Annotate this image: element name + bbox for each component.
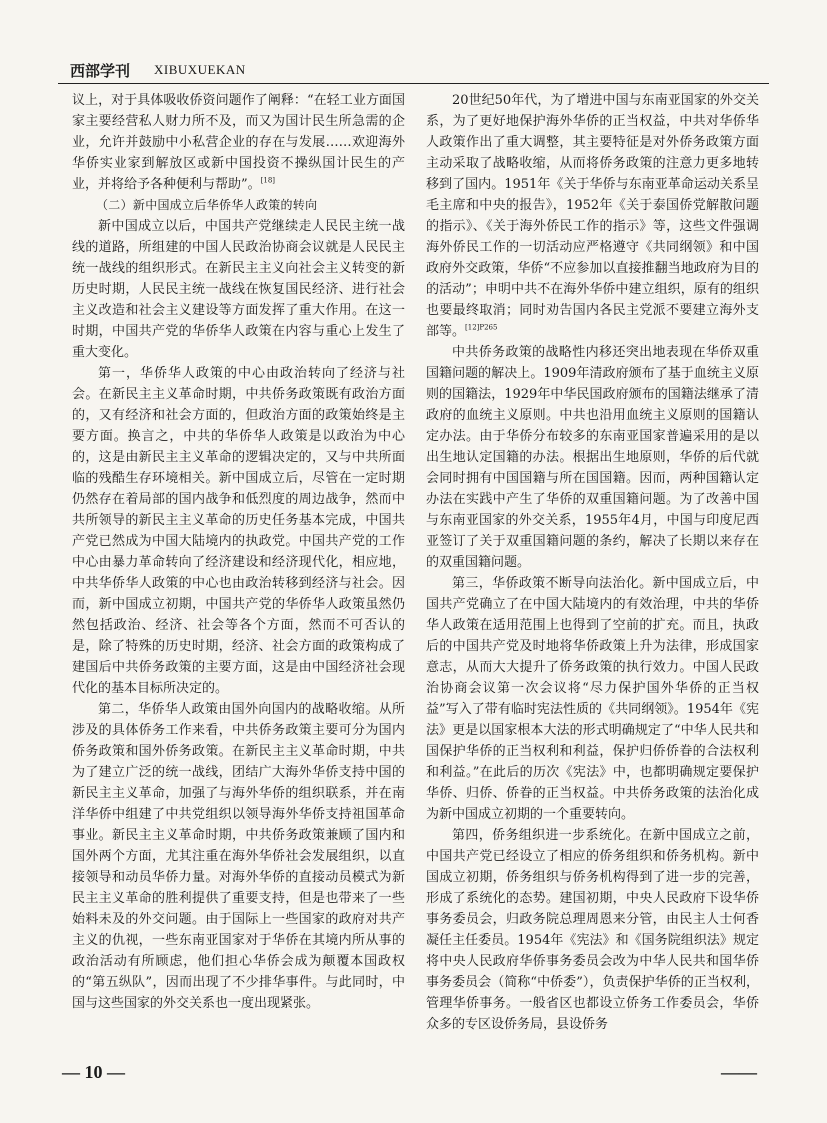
header-rule [58,83,769,84]
paragraph: 第二，华侨华人政策由国外向国内的战略收缩。从所涉及的具体侨务工作来看，中共侨务政策主要可分为国内侨务政策和国外侨务政策。在新民主主义革命时期，中共为了建立广泛的统一战线，团结广大海外华侨支持中国的新民主主义革命，加强了与海外华侨的组织联系，并在南洋华侨中组建了中共党组织以领导海外华侨支持祖国革命事业。新民主主义革命时期，中共侨务政策兼顾了国内和国外两个方面，尤其注重在海外华侨社会发展组织，以直接领导和动员华侨力量。对海外华侨的直接动员模式为新民主主义革命的胜利提供了重要支持，但是也带来了一些始料未及的外交问题。由于国际上一些国家的政府对共产主义的仇视，一些东南亚国家对于华侨在其境内所从事的政治活动有所顾虑，他们担心华侨会成为颠覆本国政权的“第五纵队”，因而出现了不少排华事件。与此同时，中国与这些国家的外交关系也一度出现紧张。 [72,702,405,1011]
journal-title-en: XIBUXUEKAN [154,62,246,77]
paragraph: 第四，侨务组织进一步系统化。在新中国成立之前，中国共产党已经设立了相应的侨务组织和侨务机构。新中国成立初期，侨务组织与侨务机构得到了进一步的完善，形成了系统化的态势。建国初期，中央人民政府下设华侨事务委员会，归政务院总理周恩来分管，由民主人士何香凝任主任委员。1954年《宪法》和《国务院组织法》规定将中央人民政府华侨事务委员会改为中华人民共和国华侨事务委员会（简称“中侨委”），负责保护华侨的正当权利，管理华侨事务。一般省区也都设立侨务工作委员会，华侨众多的专区设侨务局，县设侨务 [426,828,759,1032]
paragraph [426,90,759,342]
paragraph: 中共侨务政策的战略性内移还突出地表现在华侨双重国籍问题的解决上。1909年清政府颁布了基于血统主义原则的国籍法，1929年中华民国政府颁布的国籍法继承了清政府的血统主义原则。中共也沿用血统主义原则的国籍认定办法。由于华侨分布较多的东南亚国家普遍采用的是以出生地认定国籍的办法。根据出生地原则，华侨的后代就会同时拥有中国国籍与所在国国籍。因而，两种国籍认定办法在实践中产生了华侨的双重国籍问题。为了改善中国与东南亚国家的外交关系，1955年4月，中国与印度尼西亚签订了关于双重国籍问题的条约，解决了长期以来存在的双重国籍问题。 [426,345,759,570]
paragraph: 第三，华侨政策不断导向法治化。新中国成立后，中国共产党确立了在中国大陆境内的有效治理，中共的华侨华人政策在适用范围上也得到了空前的扩充。而且，执政后的中国共产党及时地将华侨政策上升为法律，形成国家意志，从而大大提升了侨务政策的执行效力。中国人民政治协商会议第一次会议将“尽力保护国外华侨的正当权益”写入了带有临时宪法性质的《共同纲领》。1954年《宪法》更是以国家根本大法的形式明确规定了“中华人民共和国保护华侨的正当权利和利益，保护归侨侨眷的合法权利和利益。”在此后的历次《宪法》中，也都明确规定要保护华侨、归侨、侨眷的正当权益。中共侨务政策的法治化成为新中国成立初期的一个重要转向。 [426,576,759,822]
paragraph: 第一，华侨华人政策的中心由政治转向了经济与社会。在新民主主义革命时期，中共侨务政策既有政治方面的，又有经济和社会方面的，但政治方面的政策始终是主要方面。换言之，中共的华侨华人政策是以政治为中心的，这是由新民主主义革命的逻辑决定的，又与中共所面临的残酷生存环境相关。新中国成立后，尽管在一定时期仍然存在着局部的国内战争和低烈度的周边战争，然而中共所领导的新民主主义革命的历史任务基本完成，中国共产党已然成为中国大陆境内的执政党。中国共产党的工作中心由暴力革命转向了经济建设和经济现代化，相应地，中共华侨华人政策的中心也由政治转移到经济与社会。因而，新中国成立初期，中国共产党的华侨华人政策虽然仍然包括政治、经济、社会等各个方面，然而不可否认的是，除了特殊的历史时期，经济、社会方面的政策构成了建国后中共侨务政策的主要方面，这是由中国经济社会现代化的基本目标所决定的。 [72,366,405,696]
paragraph [72,90,405,195]
page-number: — 10 — [62,1062,125,1082]
footer-mark: —— [721,1062,757,1082]
left-column [72,90,405,1055]
journal-title-cn: 西部学刊 [70,62,131,80]
paragraph-text: 议上，对于具体吸收侨资问题作了阐释：“在轻工业方面国家主要经营私人财力所不及，而又为国计民生所急需的企业，允许并鼓励中小私营企业的存在与发展……欢迎海外华侨实业家到解放区或新中国投资不操纵国计民生的产业，并将给予各种便利与帮助”。 [72,93,405,192]
running-header [58,58,769,82]
citation-ref: [12]P265 [465,323,498,332]
section-heading: （二）新中国成立后华侨华人政策的转向 [96,198,318,212]
citation-ref: [18] [260,176,276,185]
right-column [426,90,759,1055]
paragraph: 新中国成立以后，中国共产党继续走人民民主统一战线的道路，所组建的中国人民政治协商会议就是人民民主统一战线的组织形式。在新民主主义向社会主义转变的新历史时期，人民民主统一战线在恢复国民经济、进行社会主义改造和社会主义建设等方面发挥了重大作用。在这一时期，中国共产党的华侨华人政策在内容与重心上发生了重大变化。 [72,219,405,360]
paragraph-text: 20世纪50年代，为了增进中国与东南亚国家的外交关系，为了更好地保护海外华侨的正当权益，中共对华侨华人政策作出了重大调整，其主要特征是对外侨务政策方面主动采取了战略收缩，从而将侨务政策的注意力更多地转移到了国内。1951年《关于华侨与东南亚革命运动关系呈毛主席和中央的报告》，1952年《关于泰国侨党解散问题的指示》、《关于海外侨民工作的指示》等，这些文件强调海外侨民工作的一切活动应严格遵守《共同纲领》和中国政府外交政策，华侨“不应参加以直接推翻当地政府为目的的活动”；申明中共不在海外华侨中建立组织，原有的组织也要最终取消；同时劝告国内各民主党派不要建立海外支部等。 [426,93,759,339]
